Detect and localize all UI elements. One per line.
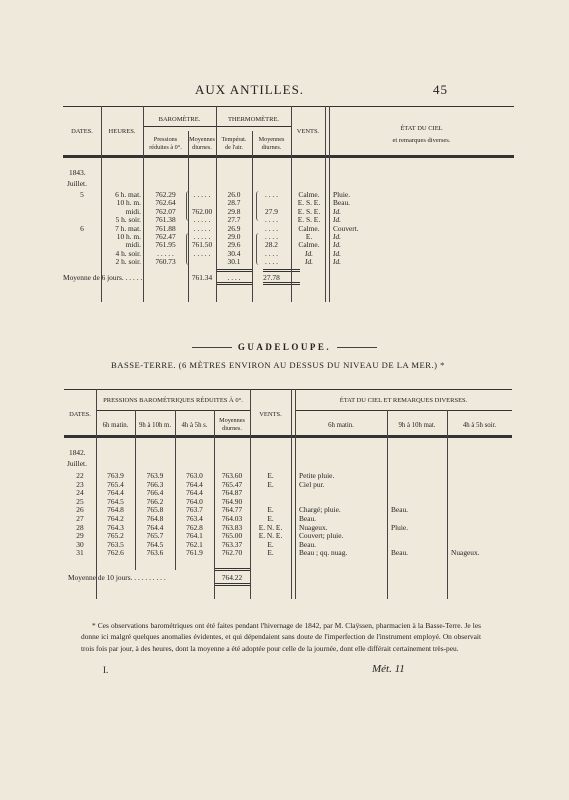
moyenne-baro: 761.34 — [191, 273, 213, 282]
moyenne-value: 764.22 — [221, 573, 243, 582]
moyenne-label: Moyenne de 6 jours. . . . . . — [63, 273, 143, 282]
cell-p9: 765.8 — [146, 505, 164, 515]
cell-p4: 761.9 — [186, 548, 203, 558]
col-moyb-line1: Moyennes — [189, 136, 215, 143]
cell-etat: Id. — [333, 257, 342, 267]
cell-p6: 763.5 — [107, 539, 124, 549]
col-moyt-line2: diurnes. — [261, 144, 282, 151]
cell-moy: 764.87 — [221, 488, 243, 498]
cell-moyt: . . . . — [265, 257, 278, 267]
cell-moyb: . . . . . — [193, 223, 211, 233]
cell-pression: 762.29 — [155, 190, 176, 199]
cell-p9: 763.6 — [146, 548, 164, 558]
barometre-group-header: BAROMÈTRE. — [158, 116, 201, 123]
cell-pression: 761.88 — [155, 223, 176, 233]
cell-etat: Beau. — [333, 198, 351, 208]
cell-moy: 764.03 — [221, 514, 243, 523]
cell-etat: Id. — [333, 232, 342, 241]
sub-6h-header: 6h matin. — [102, 422, 129, 429]
cell-vent: E. — [267, 539, 274, 549]
cell-temp: 26.9 — [227, 223, 241, 233]
thermometre-group-header: THERMOMÈTRE. — [227, 116, 280, 123]
cell-p4: 764.1 — [186, 531, 203, 541]
cell-moyt: . . . . — [265, 232, 278, 241]
observations-table-1843 — [63, 106, 514, 302]
cell-vent: E. — [267, 479, 274, 489]
cell-heure: midi. — [125, 240, 141, 250]
cell-etat: Id. — [333, 240, 342, 250]
cell-temp: 30.1 — [227, 257, 241, 267]
cell-moyb: 761.50 — [191, 240, 213, 250]
title-rule — [337, 347, 377, 348]
cell-vent: E. N. E. — [258, 522, 283, 532]
col-vents-header: VENTS. — [296, 128, 320, 135]
cell-vent: Id. — [304, 257, 313, 267]
cell-vent: Calme. — [298, 223, 320, 233]
brace-icon — [186, 191, 191, 221]
cell-day: 26 — [76, 505, 84, 515]
cell-p6: 765.2 — [107, 531, 124, 541]
cell-e6: Beau ; qq. nuag. — [299, 548, 348, 558]
footnote-text: * Ces observations barométriques ont été faites pendant l'hivernage de 1842, par M. Claÿssen, pharmacien à la Basse-Terre. Je les donne ici malgré quelques anomalies évidentes, et qui dépendaient sans doute de l'imperfection de l'instrument employé. On observait trois fois par jour, à des heures, dont la moyenne a été adoptée pour celle de la journée, dont elle différait certainement très-peu. — [81, 621, 481, 653]
col-dates-header: DATES. — [71, 128, 93, 135]
brace-icon — [186, 233, 191, 265]
cell-vent: E. N. E. — [258, 531, 283, 541]
footnote — [81, 620, 481, 654]
cell-moy: 763.60 — [221, 471, 243, 480]
cell-day: 28 — [76, 522, 84, 532]
section-subtitle: BASSE-TERRE. (6 MÈTRES ENVIRON AU DESSUS DU NIVEAU DE LA MER.) * — [111, 360, 445, 370]
section-title-text: GUADELOUPE. — [237, 342, 332, 352]
cell-etat: Pluie. — [333, 190, 351, 199]
running-title: AUX ANTILLES. — [195, 82, 305, 97]
cell-p6: 764.2 — [107, 514, 124, 523]
cell-p9: 766.2 — [146, 496, 164, 506]
cell-p4: 763.7 — [186, 505, 203, 515]
etat-group-header: ÉTAT DU CIEL ET REMARQUES DIVERSES. — [339, 397, 468, 404]
cell-day: 6 — [80, 223, 84, 233]
cell-e9: Pluie. — [391, 522, 409, 532]
cell-p9: 764.8 — [146, 514, 164, 523]
cell-moyt: . . . . — [265, 215, 278, 225]
cell-p4: 762.1 — [186, 539, 203, 549]
section-title — [0, 342, 569, 352]
sub-moy-line2: diurnes. — [222, 425, 242, 432]
cell-moy: 762.70 — [221, 548, 243, 558]
year-label: 1842. — [69, 448, 86, 457]
cell-vent: E. — [267, 471, 274, 480]
moyenne-therm: 27.78 — [263, 273, 280, 282]
cell-vent: E. S. E. — [297, 198, 321, 208]
cell-p9: 765.7 — [146, 531, 164, 541]
cell-p6: 764.8 — [107, 505, 124, 515]
brace-icon — [256, 233, 261, 265]
cell-e6: Beau. — [299, 539, 317, 549]
etat-6h-header: 6h matin. — [328, 422, 354, 429]
col-pressions-line2: réduites à 0°. — [149, 144, 182, 151]
signature-right: Mét. 11 — [372, 663, 405, 675]
cell-heure: 2 h. soir. — [115, 257, 141, 267]
col-etat-line1: ÉTAT DU CIEL — [400, 125, 443, 132]
cell-e6: Nuageux. — [299, 522, 328, 532]
cell-moy: 765.00 — [221, 531, 243, 541]
cell-moyt: 28.2 — [265, 240, 278, 250]
cell-temp: 28.7 — [227, 198, 241, 208]
cell-p6: 762.6 — [107, 548, 124, 558]
cell-moy: 764.77 — [221, 505, 243, 515]
month-label: Juillet. — [67, 179, 87, 188]
page-number: 45 — [433, 82, 448, 97]
cell-e9: Beau. — [391, 548, 409, 558]
cell-pression: 762.47 — [155, 232, 176, 241]
cell-moyt: . . . . — [265, 248, 278, 258]
cell-p4: 764.4 — [186, 488, 203, 498]
cell-temp: 29.0 — [227, 232, 241, 241]
sub-9h-header: 9h à 10h m. — [138, 422, 172, 429]
brace-icon — [256, 191, 261, 221]
cell-p9: 763.9 — [146, 471, 164, 480]
cell-moy: 763.83 — [221, 522, 243, 532]
cell-heure: 7 h. mat. — [115, 223, 141, 233]
cell-p4: 764.4 — [186, 479, 203, 489]
cell-e9: Beau. — [391, 505, 409, 515]
month-label: Juillet. — [67, 459, 87, 468]
pressions-group-header: PRESSIONS BAROMÉTRIQUES RÉDUITES À 0°. — [103, 397, 243, 404]
cell-day: 31 — [76, 548, 84, 558]
cell-temp: 29.6 — [227, 240, 241, 250]
cell-etat: Id. — [333, 206, 342, 216]
cell-e6: Chargé; pluie. — [299, 505, 341, 515]
col-vents-header: VENTS. — [259, 411, 282, 418]
cell-vent: Calme. — [298, 240, 320, 250]
cell-moy: 763.37 — [221, 539, 243, 549]
col-moyt-line1: Moyennes — [258, 136, 285, 143]
cell-pression: 760.73 — [155, 257, 176, 267]
cell-heure: 4 h. soir. — [115, 248, 141, 258]
cell-day: 25 — [76, 496, 84, 506]
cell-p4: 764.0 — [186, 496, 203, 506]
cell-moyb: . . . . . — [193, 215, 211, 225]
year-label: 1843. — [69, 168, 86, 177]
cell-e6: Petite pluie. — [299, 471, 335, 480]
cell-p6: 763.9 — [107, 471, 124, 480]
cell-e6: Ciel pur. — [299, 479, 325, 489]
cell-etat: Id. — [333, 248, 342, 258]
cell-temp: 30.4 — [227, 248, 241, 258]
cell-p6: 764.4 — [107, 488, 124, 498]
moyenne-dots: . . . . — [227, 273, 241, 282]
cell-etat: Couvert. — [333, 223, 359, 233]
cell-pression: . . . . . — [157, 248, 174, 258]
cell-moyb: . . . . . — [193, 232, 211, 241]
cell-day: 23 — [76, 479, 84, 489]
cell-moyb: . . . . . — [193, 248, 211, 258]
cell-temp: 26.0 — [227, 190, 241, 199]
cell-vent: E. S. E. — [297, 215, 321, 225]
col-dates-header: DATES. — [69, 411, 91, 418]
cell-p6: 764.3 — [107, 522, 124, 532]
col-temperat-line1: Températ. — [221, 136, 247, 143]
observations-table-1842 — [64, 389, 512, 599]
cell-p9: 766.3 — [146, 479, 164, 489]
cell-pression: 762.64 — [155, 198, 176, 208]
cell-e6: Couvert; pluie. — [299, 531, 344, 541]
cell-temp: 27.7 — [227, 215, 241, 225]
cell-moyt: . . . . — [265, 190, 278, 199]
cell-heure: 6 h. mat. — [115, 190, 141, 199]
sub-moy-line1: Moyennes — [219, 417, 245, 424]
cell-pression: 762.07 — [155, 206, 176, 216]
cell-e4: Nuageux. — [451, 548, 480, 558]
cell-day: 22 — [76, 471, 84, 480]
cell-moyb: 762.00 — [191, 206, 213, 216]
running-header — [0, 82, 569, 98]
cell-day: 24 — [76, 488, 84, 498]
cell-day: 27 — [76, 514, 84, 523]
etat-9h-header: 9h à 10h mat. — [398, 422, 436, 429]
cell-moyt: . . . . — [265, 223, 278, 233]
cell-day: 29 — [76, 531, 84, 541]
cell-moyt: 27.9 — [265, 206, 278, 216]
cell-p4: 763.0 — [186, 471, 203, 480]
cell-moy: 765.47 — [221, 479, 243, 489]
cell-heure: 10 h. m. — [116, 232, 141, 241]
title-rule — [192, 347, 232, 348]
cell-heure: 10 h. m. — [116, 198, 141, 208]
col-moyb-line2: diurnes. — [192, 144, 212, 151]
cell-vent: Id. — [304, 248, 313, 258]
col-etat-line2: et remarques diverses. — [392, 137, 451, 144]
cell-p6: 765.4 — [107, 479, 124, 489]
col-heures-header: HEURES. — [108, 128, 136, 135]
cell-vent: Calme. — [298, 190, 320, 199]
cell-temp: 29.8 — [227, 206, 241, 216]
moyenne-label: Moyenne de 10 jours. . . . . . . . . . — [68, 573, 166, 582]
cell-vent: E. — [267, 514, 274, 523]
cell-p9: 764.5 — [146, 539, 164, 549]
cell-e6: Beau. — [299, 514, 317, 523]
cell-p9: 764.4 — [146, 522, 164, 532]
cell-moyb: . . . . . — [193, 190, 211, 199]
cell-vent: E. — [305, 232, 313, 241]
cell-vent: E. — [267, 548, 274, 558]
cell-vent: E. S. E. — [297, 206, 321, 216]
col-pressions-line1: Pressions — [153, 136, 178, 143]
cell-etat: Id. — [333, 215, 342, 225]
cell-pression: 761.95 — [155, 240, 176, 250]
sub-4h-header: 4h à 5h s. — [181, 422, 208, 429]
cell-p9: 766.4 — [146, 488, 164, 498]
cell-heure: midi. — [125, 206, 141, 216]
cell-heure: 5 h. soir. — [115, 215, 141, 225]
cell-day: 30 — [76, 539, 84, 549]
etat-4h-header: 4h à 5h soir. — [462, 422, 497, 429]
cell-pression: 761.38 — [155, 215, 176, 225]
cell-day: 5 — [80, 190, 84, 199]
cell-p6: 764.5 — [107, 496, 124, 506]
cell-p4: 762.8 — [186, 522, 203, 532]
cell-moy: 764.90 — [221, 496, 243, 506]
cell-vent: E. — [267, 505, 274, 515]
col-temperat-line2: de l'air. — [225, 144, 243, 151]
cell-p4: 763.4 — [186, 514, 203, 523]
signature-left: I. — [103, 665, 109, 675]
